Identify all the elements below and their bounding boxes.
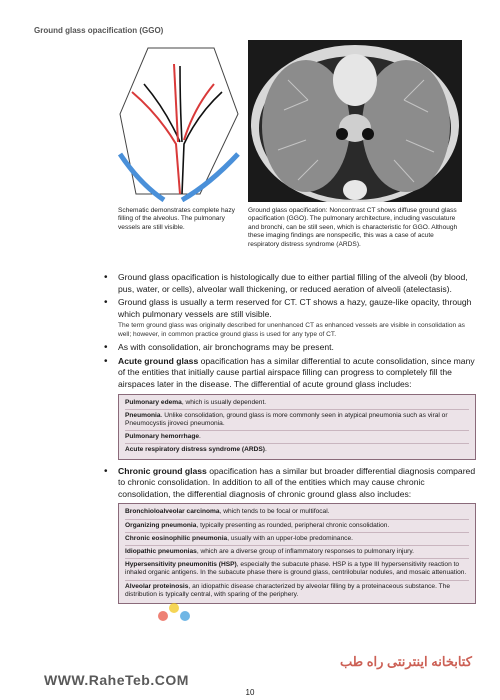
caption-right-label: Ground glass opacification: <box>248 207 328 214</box>
item-term: Pulmonary edema <box>125 398 182 406</box>
page-number: 10 <box>245 688 255 697</box>
item-text: . <box>264 446 267 454</box>
list-item <box>125 397 469 410</box>
acute-ggo-term: Acute ground glass <box>118 355 199 366</box>
bullet-chronic-ggo <box>104 466 476 501</box>
running-header: Ground glass opacification (GGO) <box>34 26 164 35</box>
item-text: , typically presenting as rounded, peripheral chronic consolidation. <box>196 521 390 529</box>
item-text: , an idiopathic disease characterized by alveolar filling by a proteinaceous substance. The distribution is typically central, with sparing of the periphery. <box>125 582 450 598</box>
watermark-logo-icon <box>155 598 193 626</box>
item-text: , which tends to be focal or multifocal. <box>219 508 330 516</box>
item-text: . <box>199 433 201 441</box>
item-term: Pneumonia <box>125 411 161 419</box>
item-term: Hypersensitivity pneumonitis (HSP) <box>125 561 237 569</box>
caption-right-text: Noncontrast CT shows diffuse ground glass opacification (GGO). The pulmonary architecture, including vasculature and bronchi, can be still seen, which is characteristic for GGO. Although these imaging findings are nonspecific, this was a case of acute respiratory distress syndrome (ARDS). <box>248 207 458 248</box>
ct-image <box>248 40 462 202</box>
list-item <box>125 559 469 580</box>
bullet-histology: • Ground glass opacification is histologically due to either partial filling of the alveoli (by blood, pus, water, or cells), alveolar wall thickening, or reduced aeration of alveoli (atelectasis). <box>104 272 476 295</box>
item-term: Bronchioloalveolar carcinoma <box>125 508 220 516</box>
caption-left: Schematic demonstrates complete hazy filling of the alveolus. The pulmonary vessels are still visible. <box>118 207 235 231</box>
item-text: , especially the subacute phase. HSP is a type III hypersensitivity reaction to inhaled organic antigens. In the subacute phase there is ground glass, centrilobular nodules, and mosaic attenuation. <box>125 561 467 577</box>
item-term: Pulmonary hemorrhage <box>125 433 200 441</box>
caption-right <box>248 207 464 249</box>
item-term: Chronic eosinophilic pneumonia <box>125 534 228 542</box>
bullet-list <box>104 272 476 610</box>
list-item <box>125 546 469 559</box>
item-text: , which is usually dependent. <box>181 398 267 406</box>
bullet-acute-ggo <box>104 356 476 391</box>
item-term: Alveolar proteinosis <box>125 582 189 590</box>
list-item <box>125 431 469 444</box>
bullet-air-bronchograms: • As with consolidation, air bronchograms may be present. <box>104 342 476 354</box>
list-item <box>125 444 469 456</box>
item-text: , which are a diverse group of inflammatory responses to pulmonary injury. <box>196 547 415 555</box>
watermark-url: WWW.RaheTeb.COM <box>44 672 189 688</box>
chronic-differential-box <box>118 503 476 604</box>
list-item <box>125 506 469 519</box>
item-term: Organizing pneumonia <box>125 521 197 529</box>
alveolus-schematic <box>118 44 240 202</box>
acute-ggo-text: opacification has a similar differential to acute consolidation, since many of the entities that initially cause partial airspace filling can progress to completely fill the airspaces later in the disease. The differential of acute ground glass includes: <box>118 355 475 389</box>
chronic-ggo-term: Chronic ground glass <box>118 465 207 476</box>
ct-term-note: The term ground glass was originally described for unenhanced CT as enhanced vessels are visible in consolidation as well; however, in common practice ground glass is used for any type of CT. <box>118 322 465 338</box>
item-term: Acute respiratory distress syndrome (ARDS) <box>125 446 265 454</box>
bullet-ct-term: • Ground glass is usually a term reserved for CT. CT shows a hazy, gauze-like opacity, through which pulmonary vessels are still visible. <box>104 297 476 320</box>
acute-differential-box <box>118 394 476 460</box>
list-item <box>125 410 469 431</box>
chronic-ggo-text: opacification has a similar but broader differential diagnosis compared to chronic consolidation. In addition to all of the entities which may cause chronic consolidation, the differential diagnosis of chronic ground glass also includes: <box>118 465 476 499</box>
item-text: , usually with an upper-lobe predominance. <box>227 534 353 542</box>
list-item <box>125 520 469 533</box>
list-item <box>125 533 469 546</box>
watermark-persian: کتابخانه اینترنتی راه طب <box>340 654 472 669</box>
item-term: Idiopathic pneumonias <box>125 547 197 555</box>
item-text: . Unlike consolidation, ground glass is more commonly seen in atypical pneumonia such as viral or Pneumocystis jiroveci pneumonia. <box>125 411 448 427</box>
